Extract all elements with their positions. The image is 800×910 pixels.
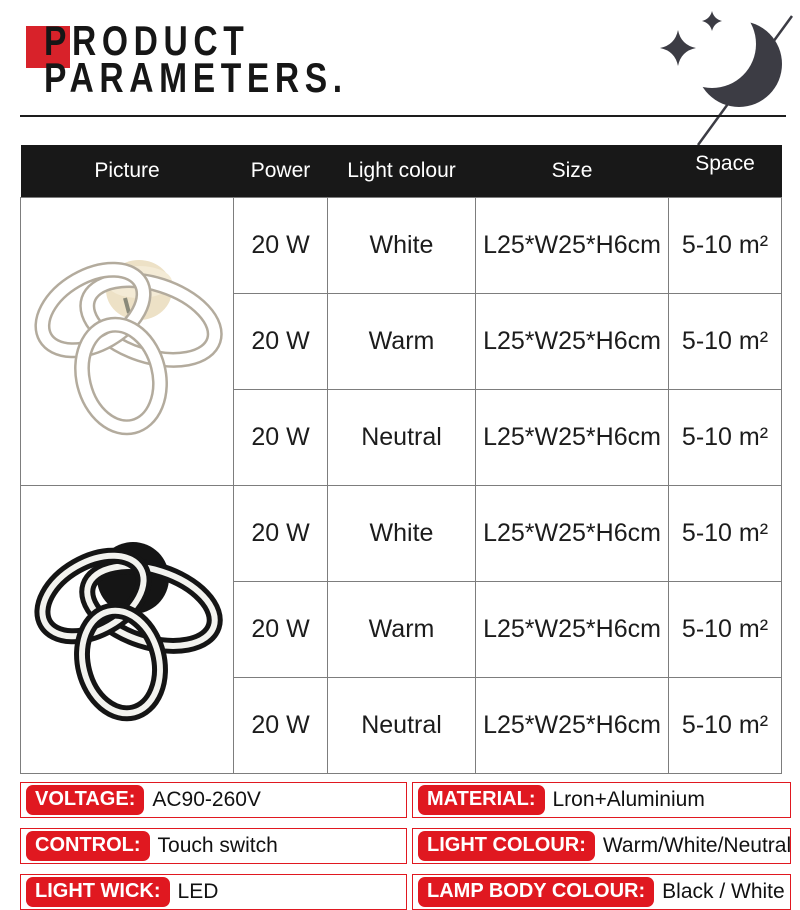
cell-space: 5-10 m² — [669, 294, 782, 390]
table-row — [21, 486, 782, 582]
cell-size: L25*W25*H6cm — [476, 294, 669, 390]
cell-space: 5-10 m² — [669, 390, 782, 486]
header-divider — [20, 115, 786, 117]
cell-power: 20 W — [234, 582, 328, 678]
cell-space: 5-10 m² — [669, 198, 782, 294]
cell-size: L25*W25*H6cm — [476, 678, 669, 774]
column-header-power: Power — [234, 145, 328, 198]
column-header-size: Size — [476, 145, 669, 198]
spec-label: CONTROL: — [26, 831, 150, 861]
cell-light-colour: Neutral — [328, 390, 476, 486]
spec-label: LAMP BODY COLOUR: — [418, 877, 654, 907]
spec-label: MATERIAL: — [418, 785, 545, 815]
cell-power: 20 W — [234, 390, 328, 486]
spec-box-material — [412, 782, 791, 818]
spec-label: LIGHT COLOUR: — [418, 831, 595, 861]
cell-size: L25*W25*H6cm — [476, 486, 669, 582]
cell-size: L25*W25*H6cm — [476, 198, 669, 294]
moon-stars-icon — [640, 0, 800, 145]
cell-space: 5-10 m² — [669, 678, 782, 774]
spec-value: AC90-260V — [152, 788, 261, 811]
spec-box-lamp-body-colour — [412, 874, 791, 910]
spec-value: Lron+Aluminium — [552, 788, 705, 811]
cell-power: 20 W — [234, 198, 328, 294]
cell-light-colour: Warm — [328, 294, 476, 390]
table-row — [21, 198, 782, 294]
spec-box-control — [20, 828, 407, 864]
white-lamp-image — [21, 198, 234, 486]
spec-value: LED — [177, 880, 219, 903]
spec-value: Touch switch — [157, 834, 278, 857]
page-title-line1: PRODUCT — [44, 17, 250, 64]
cell-space: 5-10 m² — [669, 486, 782, 582]
table-header-row — [21, 145, 782, 198]
cell-light-colour: Warm — [328, 582, 476, 678]
spec-box-light-wick — [20, 874, 407, 910]
column-header-space: Space — [669, 145, 782, 198]
cell-size: L25*W25*H6cm — [476, 390, 669, 486]
cell-power: 20 W — [234, 486, 328, 582]
spec-box-voltage — [20, 782, 407, 818]
column-header-picture: Picture — [21, 145, 234, 198]
spec-box-light-colour — [412, 828, 791, 864]
parameters-table — [20, 145, 782, 774]
page-title-line2: PARAMETERS. — [44, 54, 348, 101]
cell-power: 20 W — [234, 294, 328, 390]
page-title — [44, 17, 348, 101]
cell-space: 5-10 m² — [669, 582, 782, 678]
spec-value: Warm/White/Neutral — [602, 834, 792, 857]
spec-value: Black / White — [662, 880, 785, 903]
cell-light-colour: Neutral — [328, 678, 476, 774]
black-lamp-image — [21, 486, 234, 774]
cell-light-colour: White — [328, 486, 476, 582]
spec-label: LIGHT WICK: — [26, 877, 170, 907]
cell-light-colour: White — [328, 198, 476, 294]
column-header-light-colour: Light colour — [328, 145, 476, 198]
cell-power: 20 W — [234, 678, 328, 774]
spec-label: VOLTAGE: — [26, 785, 144, 815]
cell-size: L25*W25*H6cm — [476, 582, 669, 678]
